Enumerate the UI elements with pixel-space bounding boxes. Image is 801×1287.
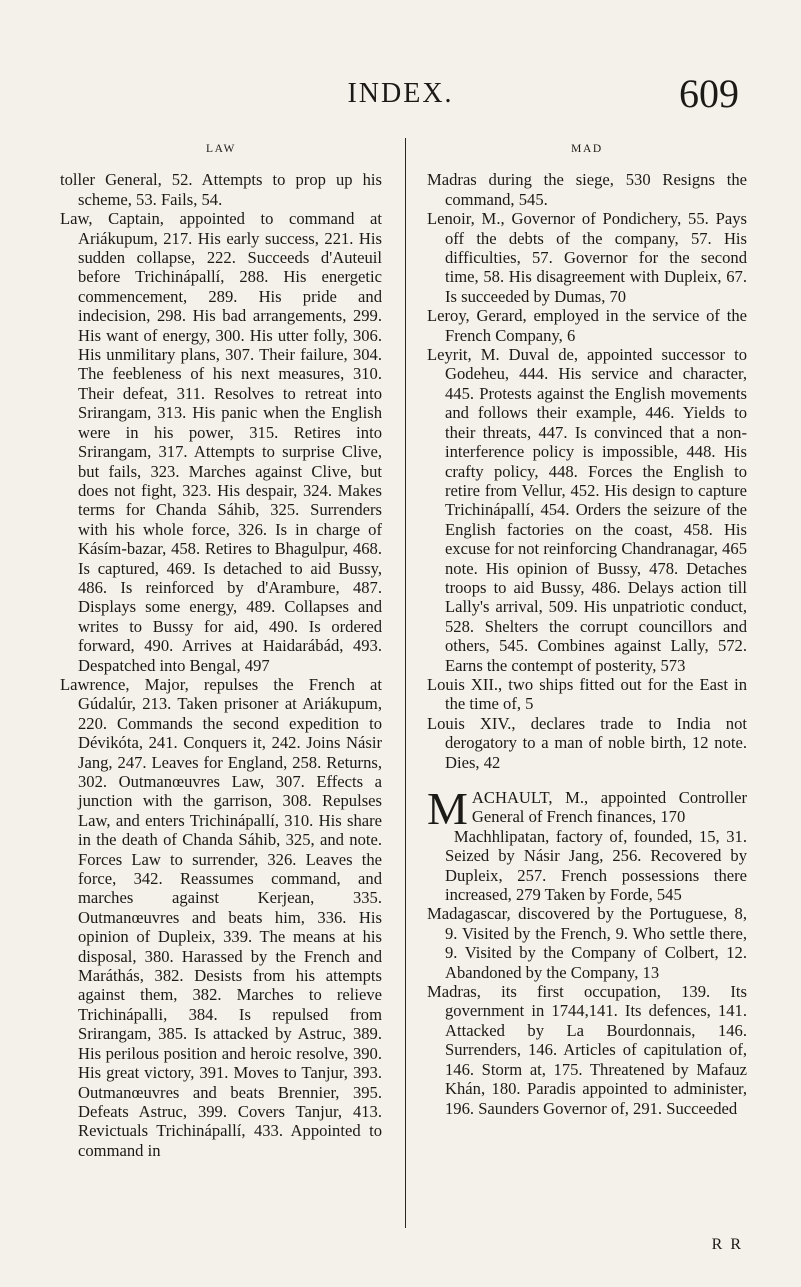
index-entry: Machhlipatan, factory of, founded, 15, 31. Seized by Násir Jang, 256. Recovered by Dupleix, 257. French possessions there increased, 279 Taken by Forde, 545: [445, 826, 747, 905]
index-entry: Louis XII., two ships fitted out for the East in the time of, 5: [427, 674, 747, 714]
index-entry: Louis XIV., declares trade to India not derogatory to a man of noble birth, 12 note. Dies, 42: [427, 713, 747, 772]
index-entry: ACHAULT, M., appointed Controller General of French finances, 170: [471, 788, 747, 827]
index-entry: Lenoir, M., Governor of Pondichery, 55. Pays off the debts of the company, 57. His difficulties, 57. Governor for the second time, 58. His disagreement with Dupleix, 67. Is succeeded by Dumas, 70: [427, 209, 747, 306]
right-column-head: MAD: [571, 143, 603, 155]
index-entry: Leyrit, M. Duval de, appointed successor to Godeheu, 444. His service and character, 445. Protests against the English movements and follows their example, 446. Yields to their threats, 447. Is convinced that a non-interference policy is impossible, 448. His crafty policy, 448. Forces the English to retire from Vellur, 452. His design to capture Trichinápallí, 454. Orders the seizure of the English factories on the coast, 458. His excuse for not reinforcing Chandranagar, 465 note. His opinion of Bussy, 478. Detaches troops to aid Bussy, 486. Delays action till Lally's arrival, 509. His unpatriotic conduct, 528. Shelters the corrupt councillors and others, 545. Combines against Lally, 572. Earns the contempt of posterity, 573: [427, 345, 747, 675]
column-divider: [405, 138, 406, 1228]
index-entry: Madras, its first occupation, 139. Its government in 1744,141. Its defences, 141. Attacked by La Bourdonnais, 146. Surrenders, 146. Articles of capitulation of, 146. Storm at, 175. Threatened by Mafauz Khán, 180. Paradis appointed to administer, 196. Saunders Governor of, 291. Succeeded: [427, 982, 747, 1118]
drop-cap: M: [427, 783, 468, 834]
running-head-title: INDEX.: [347, 78, 454, 109]
running-head: [0, 70, 801, 120]
page-number: 609: [679, 71, 739, 116]
signature-mark: R R: [711, 1236, 743, 1253]
left-column: [60, 140, 382, 1160]
index-entry: Madagascar, discovered by the Portuguese, 8, 9. Visited by the French, 9. Who settle there, 9. Visited by the Company of Colbert, 12. Abandoned by the Company, 13: [427, 904, 747, 982]
index-entry: Law, Captain, appointed to command at Ariákupum, 217. His early success, 221. His sudden collapse, 222. Succeeds d'Auteuil before Trichinápallí, 288. His energetic commencement, 289. His pride and indecision, 298. His bad arrangements, 299. His want of energy, 300. His utter folly, 306. His unmilitary plans, 307. Their failure, 304. The feebleness of his next measures, 310. Their defeat, 311. Resolves to retreat into Srirangam, 313. His panic when the English were in his power, 315. Retires into Srirangam, 317. Attempts to surprise Clive, but fails, 323. Marches against Clive, but does not fight, 323. His despair, 324. Makes terms for Chanda Sáhib, 325. Surrenders with his whole force, 326. Is in charge of Kásím-bazar, 458. Retires to Bhagulpur, 468. Is captured, 469. Is detached to aid Bussy, 486. Is reinforced by d'Arambure, 487. Displays some energy, 489. Collapses and writes to Bussy for aid, 490. Is ordered forward, 490. Arrives at Haidarábád, 493. Despatched into Bengal, 497: [60, 209, 382, 675]
letter-section-start: [427, 783, 747, 834]
index-entry: Leroy, Gerard, employed in the service of the French Company, 6: [427, 306, 747, 345]
index-entry: toller General, 52. Attempts to prop up his scheme, 53. Fails, 54.: [60, 170, 382, 209]
right-column: [427, 140, 747, 1118]
index-entry: Lawrence, Major, repulses the French at Gúdalúr, 213. Taken prisoner at Ariákupum, 220. Commands the second expedition to Dévikóta, 241. Conquers it, 242. Joins Násir Jang, 247. Leaves for England, 258. Returns, 302. Outmanœuvres Law, 307. Effects a junction with the garrison, 308. Repulses Law, and enters Trichinápallí, 310. His share in the death of Chanda Sáhib, 325, and note. Forces Law to surrender, 326. Leaves the force, 342. Reassumes command, and marches against Kerjean, 335. Outmanœuvres and beats him, 336. His opinion of Dupleix, 339. The means at his disposal, 380. Harassed by the French and Maráthás, 382. Desists from his attempts against them, 382. Marches to relieve Trichinápalli, 384. Is repulsed from Srirangam, 385. Is attacked by Astruc, 389. His perilous position and heroic resolve, 390. His great victory, 391. Moves to Tanjur, 393. Outmanœuvres and beats Brennier, 395. Defeats Astruc, 399. Covers Tanjur, 413. Revictuals Trichinápallí, 433. Appointed to command in: [60, 674, 382, 1160]
index-entry: Madras during the siege, 530 Resigns the command, 545.: [427, 170, 747, 209]
left-column-head: LAW: [205, 143, 237, 155]
